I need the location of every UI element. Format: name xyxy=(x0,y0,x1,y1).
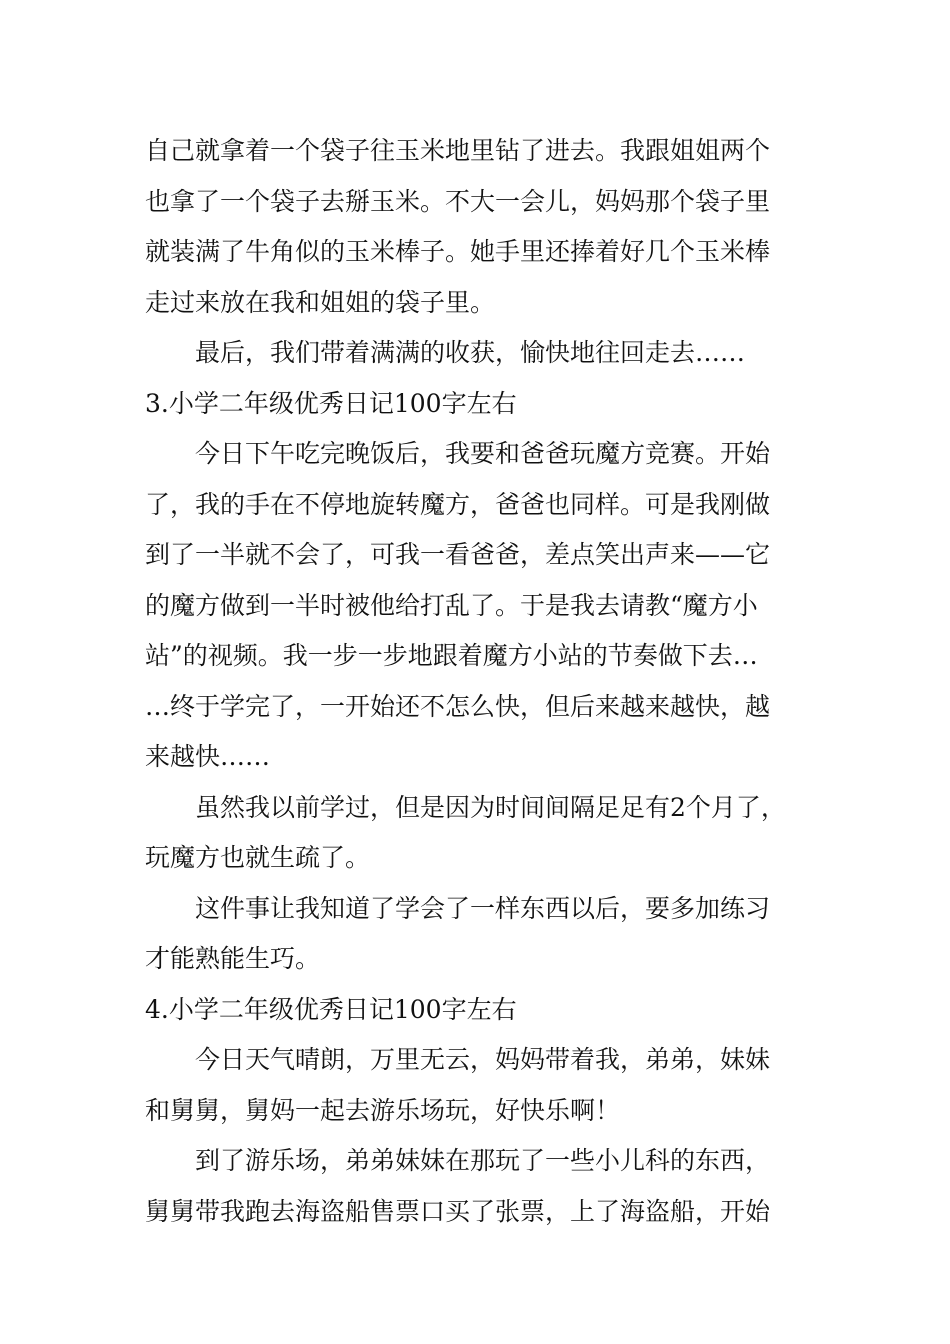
text-line: 今日下午吃完晚饭后，我要和爸爸玩魔方竞赛。开始 xyxy=(195,439,771,468)
text-line: 了，我的手在不停地旋转魔方，爸爸也同样。可是我刚做 xyxy=(145,489,771,519)
text-line: 虽然我以前学过，但是因为时间间隔足足有2个月了， xyxy=(195,792,786,822)
text-line: 到了一半就不会了，可我一看爸爸，差点笑出声来——它 xyxy=(145,540,771,569)
text-line: 今日天气晴朗，万里无云，妈妈带着我，弟弟，妹妹 xyxy=(195,1045,771,1074)
text-line: 最后，我们带着满满的收获，愉快地往回走去…… xyxy=(195,338,746,367)
text-line: 来越快…… xyxy=(145,742,271,771)
text-line: 舅舅带我跑去海盗船售票口买了张票，上了海盗船，开始 xyxy=(145,1196,771,1226)
text-line: 这件事让我知道了学会了一样东西以后，要多加练习 xyxy=(195,893,771,923)
section-heading: 4.小学二年级优秀日记100字左右 xyxy=(145,994,517,1024)
text-line: …终于学完了，一开始还不怎么快，但后来越来越快，越 xyxy=(145,691,771,721)
text-line: 站”的视频。我一步一步地跟着魔方小站的节奏做下去… xyxy=(145,641,758,670)
text-line: 自己就拿着一个袋子往玉米地里钻了进去。我跟姐姐两个 xyxy=(145,136,771,165)
text-line: 到了游乐场，弟弟妹妹在那玩了一些小儿科的东西， xyxy=(195,1146,771,1175)
text-line: 走过来放在我和姐姐的袋子里。 xyxy=(145,287,496,317)
text-line: 也拿了一个袋子去掰玉米。不大一会儿，妈妈那个袋子里 xyxy=(145,186,771,216)
text-line: 的魔方做到一半时被他给打乱了。于是我去请教“魔方小 xyxy=(145,590,758,620)
text-line: 玩魔方也就生疏了。 xyxy=(145,843,371,872)
section-heading: 3.小学二年级优秀日记100字左右 xyxy=(145,388,517,418)
text-line: 和舅舅，舅妈一起去游乐场玩，好快乐啊！ xyxy=(145,1095,621,1125)
text-line: 就装满了牛角似的玉米棒子。她手里还捧着好几个玉米棒 xyxy=(145,237,771,266)
document-page xyxy=(145,126,807,1237)
text-line: 才能熟能生巧。 xyxy=(145,944,321,973)
